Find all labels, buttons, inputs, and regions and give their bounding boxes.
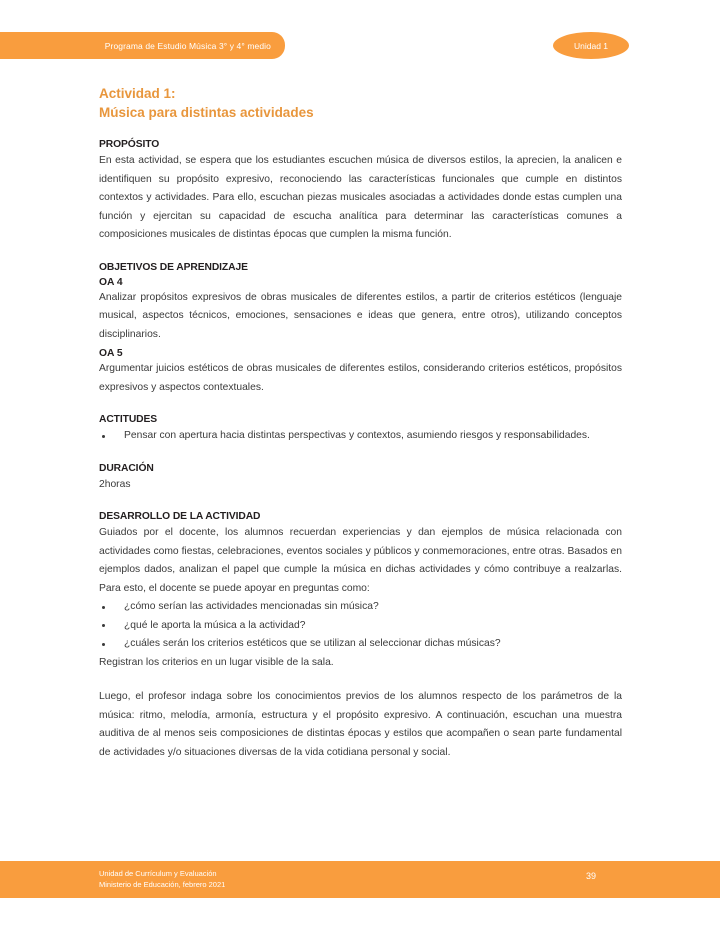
list-item	[99, 635, 622, 654]
footer-bar	[0, 861, 720, 898]
question-text: ¿cuáles serán los criterios estéticos que se utilizan al seleccionar dichas músicas?	[124, 638, 501, 649]
objetivos-heading: OBJETIVOS DE APRENDIZAJE	[99, 261, 248, 273]
oa5-text: Argumentar juicios estéticos de obras musicales de diferentes estilos, considerando criterios estéticos, propósitos expresivos y aspectos contextuales.	[99, 363, 622, 393]
actitudes-list	[99, 427, 622, 446]
page-number: 39	[586, 871, 597, 881]
bullet-dot-icon	[102, 435, 105, 438]
activity-title-line2: Música para distintas actividades	[99, 105, 314, 120]
section-actitudes	[99, 414, 622, 446]
section-desarrollo	[99, 511, 622, 762]
section-objetivos	[99, 262, 622, 398]
oa4-text: Analizar propósitos expresivos de obras musicales de diferentes estilos, a partir de criterios estéticos (lenguaje musical, aspectos técnicos, emociones, sensaciones e ideas que genera, entre otros), utilizando conceptos disciplinarios.	[99, 291, 622, 340]
header-banner-label: Programa de Estudio Música 3° y 4° medio	[104, 40, 271, 51]
bullet-dot-icon	[102, 624, 105, 627]
desarrollo-after-questions: Registran los criterios en un lugar visible de la sala.	[99, 656, 334, 668]
oa4-label: OA 4	[99, 276, 123, 288]
activity-title-line1: Actividad 1:	[99, 86, 176, 101]
unit-badge-label: Unidad 1	[573, 40, 609, 51]
section-duracion	[99, 463, 622, 495]
proposito-heading: PROPÓSITO	[99, 139, 160, 150]
question-text: ¿qué le aporta la música a la actividad?	[124, 619, 306, 631]
desarrollo-questions-list	[99, 598, 622, 654]
question-text: ¿cómo serían las actividades mencionadas sin música?	[124, 601, 379, 612]
desarrollo-heading: DESARROLLO DE LA ACTIVIDAD	[99, 511, 261, 522]
footer-credits	[99, 869, 225, 890]
section-proposito	[99, 139, 622, 245]
bullet-dot-icon	[102, 606, 105, 609]
footer-line-1: Unidad de Currículum y Evaluación	[99, 869, 217, 878]
duracion-heading: DURACIÓN	[99, 462, 154, 474]
page-title	[99, 84, 622, 122]
list-item	[99, 598, 622, 617]
unit-badge	[553, 32, 629, 59]
duracion-value: 2horas	[99, 478, 131, 490]
proposito-text: En esta actividad, se espera que los estudiantes escuchen música de diversos estilos, la aprecien, la analicen e identifiquen su propósito expresivo, reconociendo las características funcionales que cumple en distintos contextos y actividades. Para ello, escuchan piezas musicales asociadas a actividades donde estas cumplen una función y ejercitan su capacidad de escucha analítica para determinar las características comunes a composiciones musicales de distintas épocas que cumplen la misma función.	[99, 155, 622, 240]
desarrollo-intro: Guiados por el docente, los alumnos recuerdan experiencias y dan ejemplos de música relacionada con actividades como fiestas, celebraciones, eventos sociales y públicos y conmemoraciones, entre otras. Basados en ejemplos dados, analizan el papel que cumple la música en dichas actividades y cómo contribuye a realzarlas. Para esto, el docente se puede apoyar en preguntas como:	[99, 527, 622, 594]
oa5-label: OA 5	[99, 348, 123, 359]
header-banner	[0, 32, 285, 59]
footer-line-2: Ministerio de Educación, febrero 2021	[99, 879, 226, 889]
desarrollo-closing: Luego, el profesor indaga sobre los conocimientos previos de los alumnos respecto de los parámetros de la música: ritmo, melodía, armonía, estructura y el propósito expresivo. A continuación, escuchan una muestra auditiva de al menos seis composiciones de distintas épocas y estilos que acompañen o sean parte fundamental de actividades y/o situaciones diversas de la vida cotidiana personal y social.	[99, 691, 622, 758]
actitudes-heading: ACTITUDES	[99, 414, 158, 425]
list-item	[99, 617, 622, 636]
bullet-dot-icon	[102, 643, 105, 646]
list-item	[99, 427, 622, 446]
actitudes-item-text: Pensar con apertura hacia distintas perspectivas y contextos, asumiendo riesgos y responsabilidades.	[124, 430, 590, 441]
page-content	[99, 84, 622, 762]
